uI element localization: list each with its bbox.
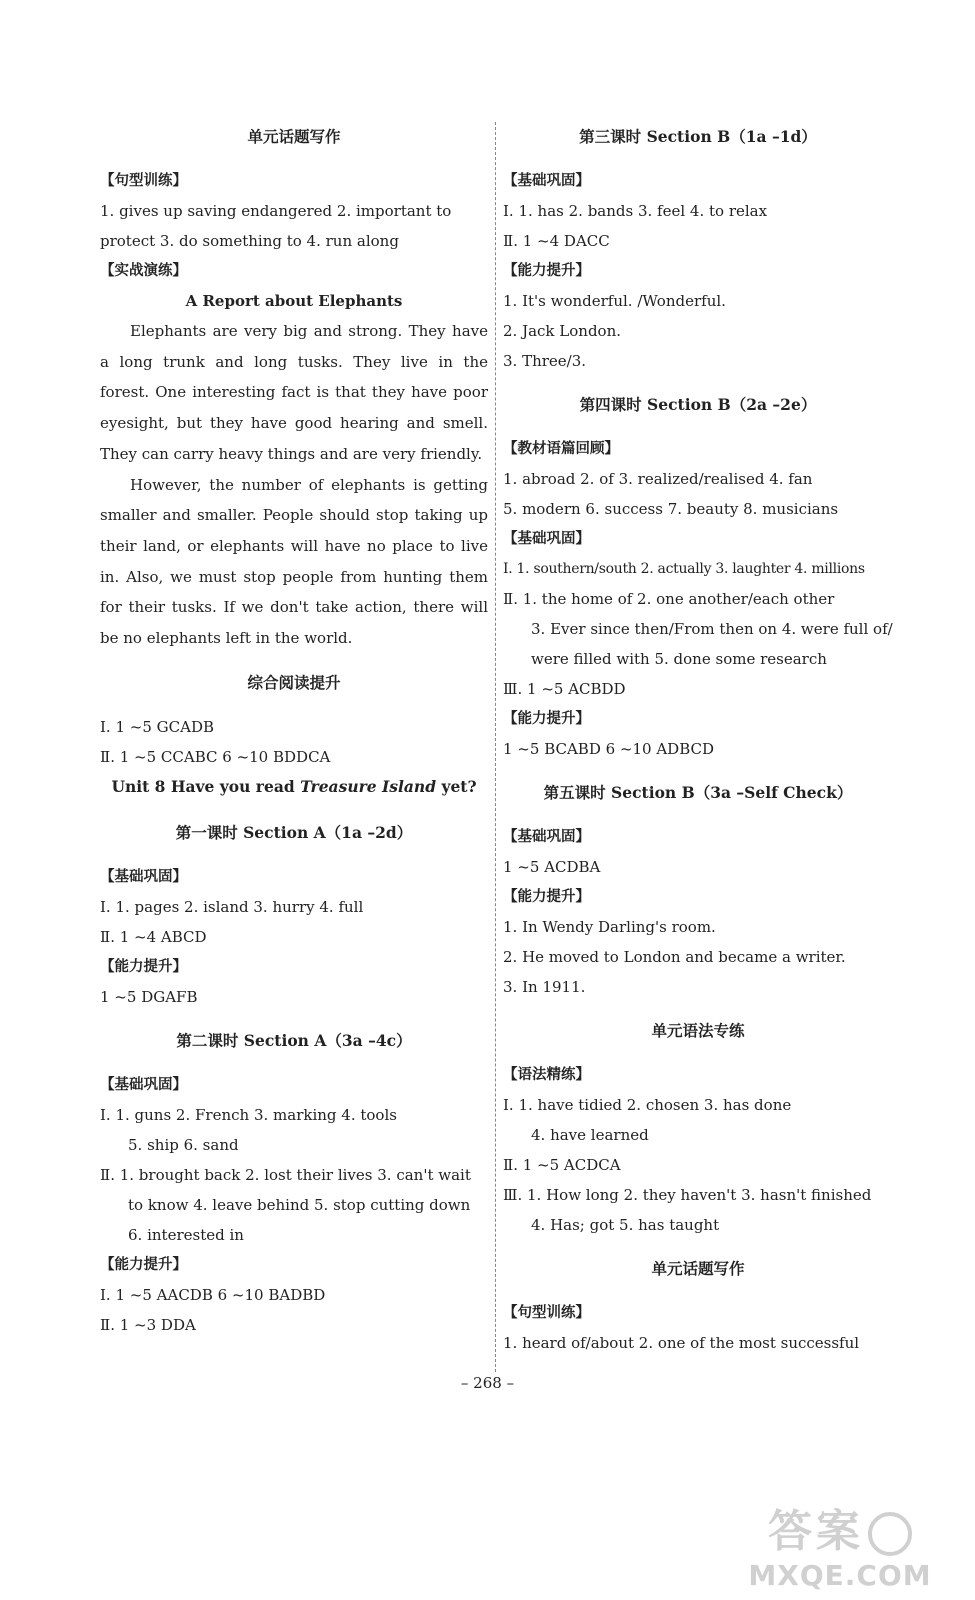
tag-text-review: 【教材语篇回顾】	[503, 441, 619, 457]
answer-line: were filled with 5. done some research	[531, 650, 827, 668]
answer-line: Ⅰ. 1 ~5 GCADB	[100, 717, 214, 736]
tag-sentence-training: 【句型训练】	[100, 173, 187, 189]
answer-line: 1 ~5 ACDBA	[503, 858, 601, 876]
answer-line: Ⅰ. 1. has 2. bands 3. feel 4. to relax	[503, 202, 768, 220]
tag-ability: 【能力提升】	[100, 1256, 187, 1273]
answer-line: Ⅲ. 1 ~5 ACBDD	[503, 680, 626, 698]
answer-line: 3. Ever since then/From then on 4. were full of/	[531, 620, 893, 638]
answer-line: 3. Three/3.	[503, 352, 587, 370]
answer-line: 1 ~5 DGAFB	[100, 987, 198, 1006]
answer-line: 5. modern 6. success 7. beauty 8. musicians	[503, 500, 839, 518]
tag-basic: 【基础巩固】	[503, 173, 590, 189]
lesson-title-5: 第五课时 Section B（3a –Self Check）	[543, 783, 853, 802]
tag-basic: 【基础巩固】	[100, 1076, 187, 1093]
lesson-title-1: 第一课时 Section A（1a –2d）	[175, 822, 413, 842]
essay-paragraph-2: However, the number of elephants is getting smaller and smaller. People should stop taking up their land, or elephants will have no place to live in. Also, we must stop people from hunting them for their tusks. If we don't take action, there will be no elephants left in the world.	[100, 475, 488, 648]
column-divider	[495, 122, 496, 1372]
answer-line: 4. Has; got 5. has taught	[531, 1216, 720, 1234]
tag-ability: 【能力提升】	[100, 958, 187, 975]
unit-title	[100, 772, 488, 802]
answer-line: 1 ~5 BCABD 6 ~10 ADBCD	[503, 740, 715, 758]
answer-line: Ⅰ. 1 ~5 AACDB 6 ~10 BADBD	[100, 1285, 326, 1304]
unit-title-prefix: Unit 8 Have you read	[111, 776, 301, 796]
answer-line: 1. abroad 2. of 3. realized/realised 4. fan	[503, 470, 813, 488]
answer-line: 1. heard of/about 2. one of the most successful	[503, 1334, 860, 1352]
tag-sentence-training: 【句型训练】	[503, 1305, 590, 1321]
lesson-title-2: 第二课时 Section A（3a –4c）	[176, 1030, 412, 1050]
unit-title-book: Treasure Island	[300, 776, 437, 796]
answer-line: 1. gives up saving endangered 2. important to	[100, 202, 452, 220]
answer-line: 5. ship 6. sand	[128, 1135, 239, 1154]
watermark-logo	[720, 1495, 960, 1559]
section-title-reading: 综合阅读提升	[247, 672, 341, 692]
essay-paragraph-1: Elephants are very big and strong. They have a long trunk and long tusks. They live in the forest. One interesting fact is that they have poor eyesight, but they have good hearing and smell. They can carry heavy things and are very friendly.	[100, 322, 488, 463]
tag-basic: 【基础巩固】	[503, 531, 590, 547]
answer-line: Ⅲ. 1. How long 2. they haven't 3. hasn't finished	[503, 1186, 872, 1204]
answer-line: Ⅱ. 1 ~5 ACDCA	[503, 1156, 621, 1174]
answer-line: 4. have learned	[531, 1126, 649, 1144]
right-column	[503, 122, 893, 1358]
answer-line: 1. It's wonderful. /Wonderful.	[503, 292, 726, 310]
tag-basic: 【基础巩固】	[100, 868, 187, 885]
watermark	[720, 1495, 960, 1595]
answer-line: Ⅱ. 1. the home of 2. one another/each other	[503, 590, 835, 608]
unit-title-suffix: yet?	[436, 776, 477, 796]
tag-ability: 【能力提升】	[503, 711, 590, 727]
answer-line: protect 3. do something to 4. run along	[100, 232, 399, 250]
lesson-title-3: 第三课时 Section B（1a –1d）	[579, 127, 817, 146]
answer-line: Ⅰ. 1. have tidied 2. chosen 3. has done	[503, 1096, 792, 1114]
section-title-writing: 单元话题写作	[247, 127, 341, 146]
answer-line: 2. He moved to London and became a writer.	[503, 948, 846, 966]
answer-line: 3. In 1911.	[503, 978, 586, 996]
watermark-circle-icon	[868, 1512, 912, 1556]
answer-line: Ⅱ. 1 ~3 DDA	[100, 1315, 196, 1334]
section-title-grammar: 单元语法专练	[651, 1021, 745, 1040]
lesson-title-4: 第四课时 Section B（2a –2e）	[579, 395, 817, 414]
tag-basic: 【基础巩固】	[503, 829, 590, 845]
essay-body	[100, 316, 488, 654]
tag-ability: 【能力提升】	[503, 889, 590, 905]
answer-line: Ⅰ. 1. southern/south 2. actually 3. laughter 4. millions	[503, 561, 865, 577]
left-column	[100, 122, 488, 1340]
answer-line: Ⅰ. 1. pages 2. island 3. hurry 4. full	[100, 897, 364, 916]
answer-line: Ⅱ. 1. brought back 2. lost their lives 3. can't wait	[100, 1165, 471, 1184]
answer-line: 6. interested in	[128, 1225, 244, 1244]
tag-ability: 【能力提升】	[503, 263, 590, 279]
watermark-url: MXQE.COM	[748, 1559, 932, 1592]
answer-line: Ⅱ. 1 ~5 CCABC 6 ~10 BDDCA	[100, 747, 331, 766]
essay-title: A Report about Elephants	[185, 292, 403, 310]
section-title-writing-2: 单元话题写作	[651, 1259, 745, 1278]
answer-line: 1. In Wendy Darling's room.	[503, 918, 716, 936]
answer-line: to know 4. leave behind 5. stop cutting down	[128, 1195, 471, 1214]
answer-line: 2. Jack London.	[503, 322, 622, 340]
tag-practice: 【实战演练】	[100, 263, 187, 279]
answer-line: Ⅰ. 1. guns 2. French 3. marking 4. tools	[100, 1105, 397, 1124]
watermark-text: 答案	[768, 1506, 864, 1557]
tag-grammar: 【语法精练】	[503, 1067, 590, 1083]
page-number: – 268 –	[460, 1374, 515, 1392]
answer-line: Ⅱ. 1 ~4 ABCD	[100, 927, 207, 946]
answer-line: Ⅱ. 1 ~4 DACC	[503, 232, 610, 250]
